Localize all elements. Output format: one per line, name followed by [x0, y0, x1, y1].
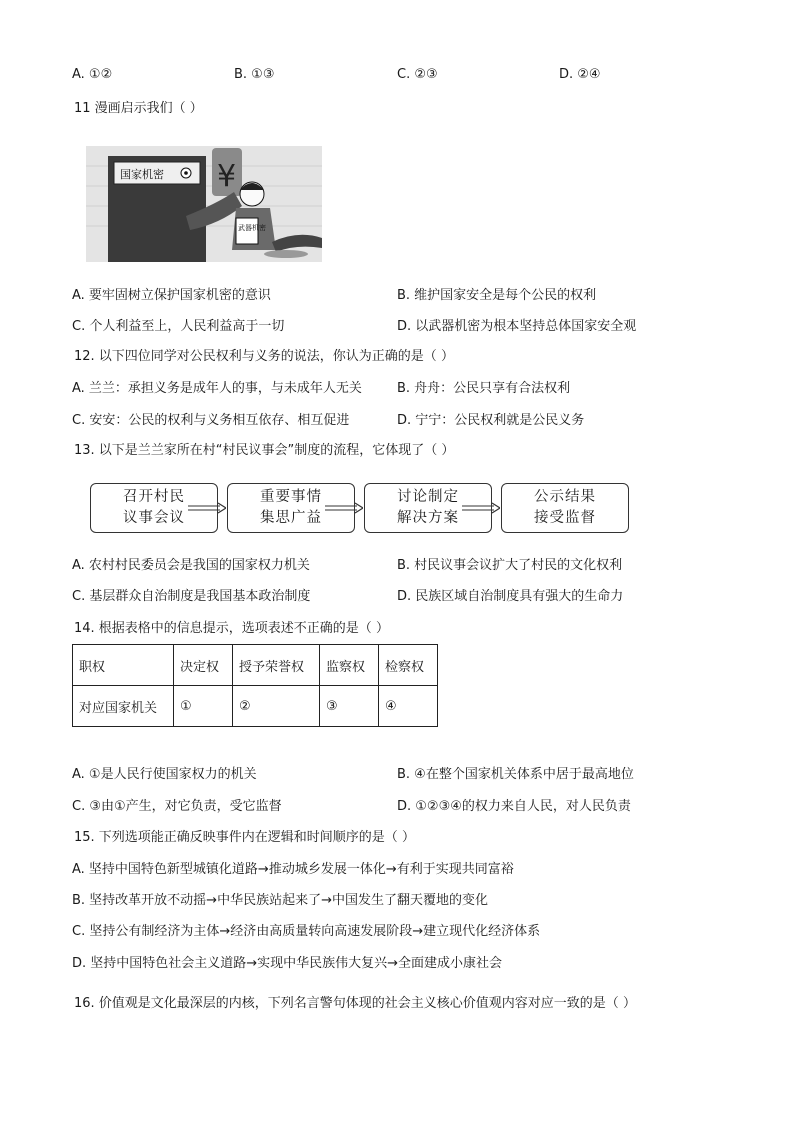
table-header-cell: 监察权	[320, 645, 379, 686]
q15-stem: 15. 下列选项能正确反映事件内在逻辑和时间顺序的是（ ）	[74, 830, 415, 845]
q16-stem: 16. 价值观是文化最深层的内核，下列名言警句体现的社会主义核心价值观内容对应一致的是（ ）	[74, 996, 636, 1011]
cartoon-image	[86, 146, 322, 262]
q13-option-b: B. 村民议事会议扩大了村民的文化权利	[397, 558, 623, 573]
flow-arrow-2-icon	[325, 502, 363, 514]
q14-option-a: A. ①是人民行使国家权力的机关	[72, 767, 257, 782]
q14-option-d: D. ①②③④的权力来自人民，对人民负责	[397, 799, 631, 814]
q15-option-b: B. 坚持改革开放不动摇→中华民族站起来了→中国发生了翻天覆地的变化	[72, 893, 488, 908]
cartoon-safe-label: 国家机密	[120, 168, 164, 181]
flow-step-3-line-2: 解决方案	[397, 510, 459, 526]
q12-option-c: C. 安安：公民的权利与义务相互依存、相互促进	[72, 413, 350, 428]
q15-option-a: A. 坚持中国特色新型城镇化道路→推动城乡发展一体化→有利于实现共同富裕	[72, 862, 514, 877]
q14-option-c: C. ③由①产生，对它负责，受它监督	[72, 799, 282, 814]
q12-option-a: A. 兰兰：承担义务是成年人的事，与未成年人无关	[72, 381, 362, 396]
table-header-cell: 决定权	[174, 645, 233, 686]
flow-step-2-line-2: 集思广益	[260, 510, 322, 526]
flow-step-1-line-1: 召开村民	[123, 489, 185, 505]
flow-step-1-line-2: 议事会议	[123, 510, 185, 526]
flow-step-2-line-1: 重要事情	[260, 489, 322, 505]
table-header-cell: 授予荣誉权	[233, 645, 320, 686]
table-cell: ④	[379, 686, 438, 727]
q10-option-a: A. ①②	[72, 67, 113, 82]
q15-option-c: C. 坚持公有制经济为主体→经济由高质量转向高速发展阶段→建立现代化经济体系	[72, 924, 541, 939]
q12-option-d: D. 宁宁：公民权利就是公民义务	[397, 413, 585, 428]
cartoon-yuan-symbol: ¥	[217, 159, 237, 194]
q12-stem: 12. 以下四位同学对公民权利与义务的说法，你认为正确的是（ ）	[74, 349, 454, 364]
q13-stem: 13. 以下是兰兰家所在村“村民议事会”制度的流程，它体现了（ ）	[74, 443, 455, 458]
q10-option-c: C. ②③	[397, 67, 438, 82]
table-header-cell: 职权	[73, 645, 174, 686]
q12-option-b: B. 舟舟：公民只享有合法权利	[397, 381, 571, 396]
flow-arrow-3-icon	[462, 502, 500, 514]
q11-option-a: A. 要牢固树立保护国家机密的意识	[72, 288, 271, 303]
q10-option-d: D. ②④	[559, 67, 601, 82]
table-header-row	[73, 645, 438, 686]
flow-step-4-line-2: 接受监督	[534, 510, 596, 526]
cartoon-doc-label: 武器机密	[238, 224, 266, 232]
flow-arrow-1-icon	[188, 502, 226, 514]
powers-table	[72, 644, 438, 727]
q14-option-b: B. ④在整个国家机关体系中居于最高地位	[397, 767, 634, 782]
q13-option-a: A. 农村村民委员会是我国的国家权力机关	[72, 558, 310, 573]
q14-stem: 14. 根据表格中的信息提示，选项表述不正确的是（ ）	[74, 621, 389, 636]
table-row	[73, 686, 438, 727]
table-cell: 对应国家机关	[73, 686, 174, 727]
flow-step-4	[501, 483, 629, 533]
table-cell: ③	[320, 686, 379, 727]
q11-option-c: C. 个人利益至上，人民利益高于一切	[72, 319, 285, 334]
table-cell: ①	[174, 686, 233, 727]
q11-option-b: B. 维护国家安全是每个公民的权利	[397, 288, 597, 303]
flow-step-3-line-1: 讨论制定	[397, 489, 459, 505]
table-header-cell: 检察权	[379, 645, 438, 686]
q13-option-c: C. 基层群众自治制度是我国基本政治制度	[72, 589, 311, 604]
q15-option-d: D. 坚持中国特色社会主义道路→实现中华民族伟大复兴→全面建成小康社会	[72, 956, 503, 971]
q11-stem: 11 漫画启示我们（ ）	[74, 101, 203, 116]
table-cell: ②	[233, 686, 320, 727]
q13-option-d: D. 民族区域自治制度具有强大的生命力	[397, 589, 624, 604]
flow-step-4-line-1: 公示结果	[534, 489, 596, 505]
q10-option-b: B. ①③	[234, 67, 275, 82]
q11-option-d: D. 以武器机密为根本坚持总体国家安全观	[397, 319, 637, 334]
